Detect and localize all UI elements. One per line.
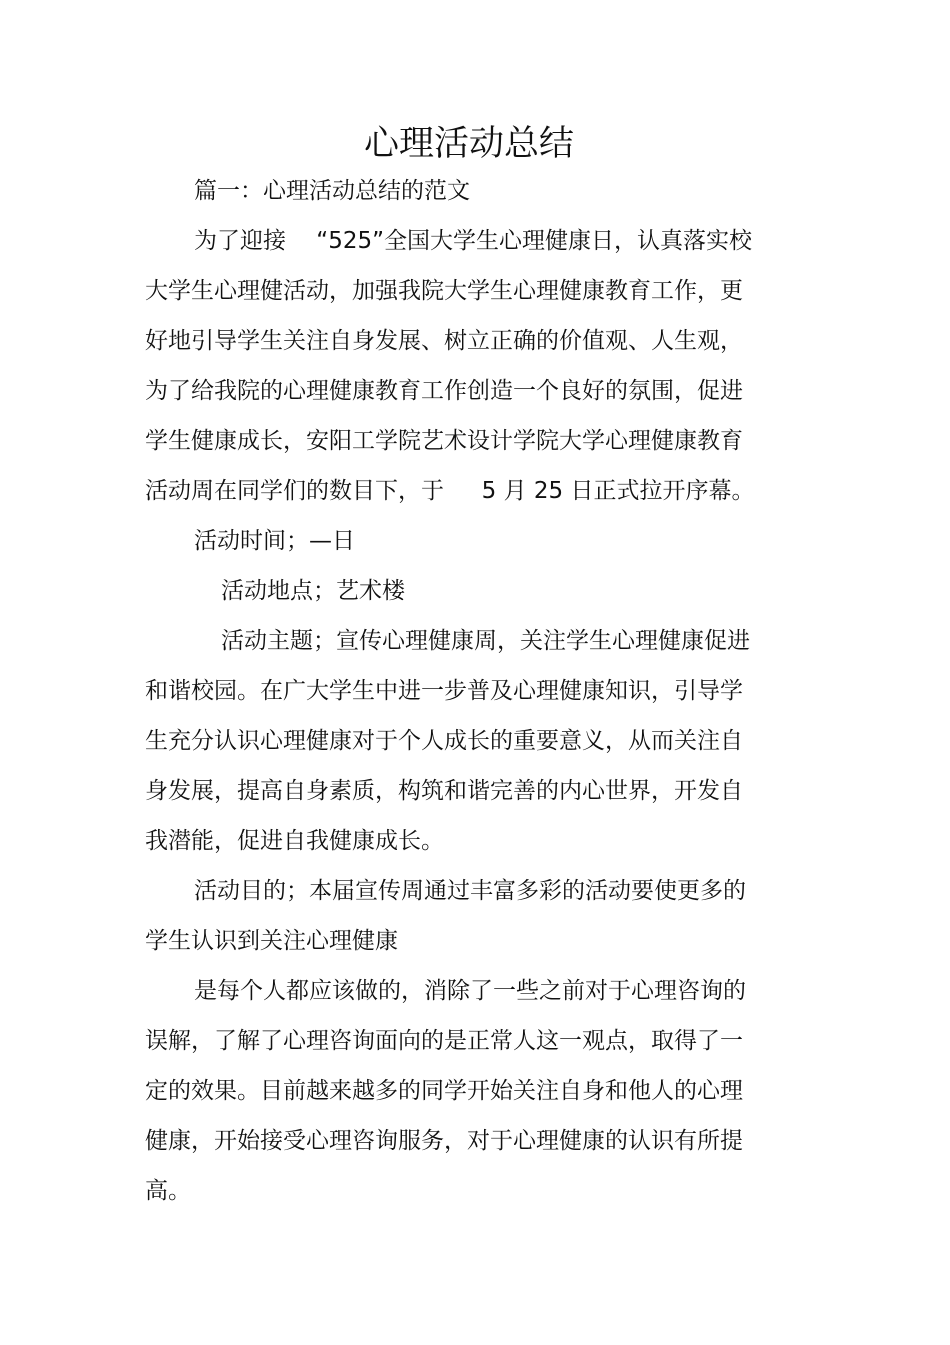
- paragraph-line: 误解，了解了心理咨询面向的是正常人这一观点，取得了一: [145, 1028, 743, 1054]
- activity-time: 活动时间；—日: [194, 528, 355, 554]
- paragraph-line: 生充分认识心理健康对于个人成长的重要意义，从而关注自: [145, 728, 743, 754]
- paragraph-line: 身发展，提高自身素质，构筑和谐完善的内心世界，开发自: [145, 778, 743, 804]
- paragraph-line: 好地引导学生关注自身发展、树立正确的价值观、人生观，: [145, 328, 743, 354]
- paragraph-line: 是每个人都应该做的，消除了一些之前对于心理咨询的: [194, 978, 746, 1004]
- paragraph-line: 学生认识到关注心理健康: [145, 928, 398, 954]
- paragraph-line: 我潜能，促进自我健康成长。: [145, 828, 444, 854]
- activity-location: 活动地点；艺术楼: [221, 578, 405, 604]
- paragraph-line: 健康，开始接受心理咨询服务，对于心理健康的认识有所提: [145, 1128, 743, 1154]
- subtitle: 篇一：心理活动总结的范文: [194, 178, 470, 204]
- paragraph-line: 为了迎接 “525”全国大学生心理健康日，认真落实校: [194, 228, 753, 254]
- paragraph-line: 高。: [145, 1178, 191, 1204]
- paragraph-line: 活动周在同学们的数目下，于 5 月 25 日正式拉开序幕。: [145, 478, 755, 504]
- paragraph-line: 和谐校园。在广大学生中进一步普及心理健康知识，引导学: [145, 678, 743, 704]
- activity-purpose: 活动目的；本届宣传周通过丰富多彩的活动要使更多的: [194, 878, 746, 904]
- paragraph-line: 学生健康成长，安阳工学院艺术设计学院大学心理健康教育: [145, 428, 743, 454]
- paragraph-line: 定的效果。目前越来越多的同学开始关注自身和他人的心理: [145, 1078, 743, 1104]
- activity-theme: 活动主题；宣传心理健康周，关注学生心理健康促进: [221, 628, 750, 654]
- paragraph-line: 大学生心理健活动，加强我院大学生心理健康教育工作，更: [145, 278, 743, 304]
- document-title: 心理活动总结: [363, 124, 574, 164]
- paragraph-line: 为了给我院的心理健康教育工作创造一个良好的氛围，促进: [145, 378, 743, 404]
